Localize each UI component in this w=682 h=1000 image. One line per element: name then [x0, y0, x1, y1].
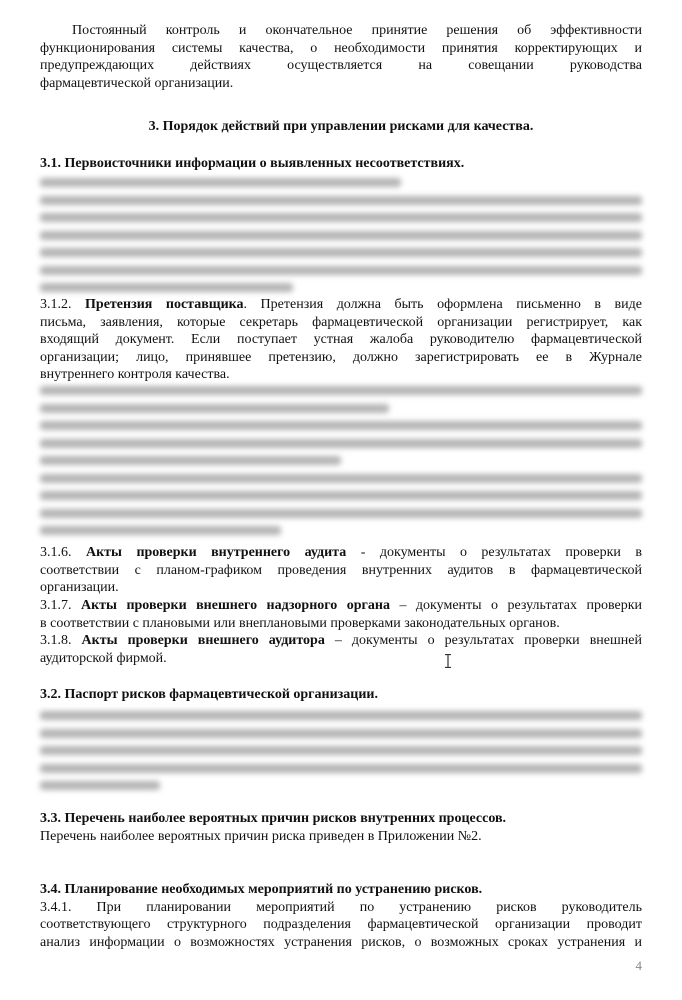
item-3-1-6-line-3: организации. — [40, 580, 119, 595]
section-3-title: 3. Порядок действий при управлении рисками для качества. — [148, 119, 534, 134]
item-3-1-2-line-1: 3.1.2. Претензия поставщика. Претензия должна быть оформлена письменно в виде — [40, 297, 642, 312]
text-cursor-icon — [444, 654, 452, 668]
item-3-1-7-line-1: 3.1.7. Акты проверки внешнего надзорного органа – документы о результатах проверки — [40, 598, 642, 613]
section-3-4-line-3: анализ информации о возможностях устранения рисков, о возможных сроках устранения и — [40, 934, 642, 950]
section-3-1-title: 3.1. Первоисточники информации о выявленных несоответствиях. — [40, 156, 465, 171]
section-3-4-line-2: соответствующего структурного подразделения фармацевтической организации проводит — [40, 917, 642, 932]
intro-paragraph — [40, 22, 642, 92]
section-3-4-line-1: 3.4.1. При планировании мероприятий по устранению рисков руководитель — [40, 899, 642, 915]
item-3-1-6 — [40, 544, 642, 597]
blurred-text-block-2 — [40, 386, 642, 544]
item-3-1-7 — [40, 597, 642, 632]
item-3-1-2-line-2: письма, заявления, которые секретарь фармацевтической организации регистрирует, как — [40, 314, 642, 330]
section-3-4 — [40, 881, 642, 951]
item-3-1-8 — [40, 632, 642, 667]
item-3-1-2-line-5: внутреннего контроля качества. — [40, 367, 230, 382]
intro-line-3: предупреждающих действиях осуществляется на совещании руководства — [40, 58, 642, 73]
item-3-1-6-line-2: соответствии с планом-графиком проведения внутренних аудитов в фармацевтической — [40, 562, 642, 578]
section-3-4-title: 3.4. Планирование необходимых мероприятий по устранению рисков. — [40, 882, 483, 897]
page-number: 4 — [635, 958, 642, 973]
section-3-3-title: 3.3. Перечень наиболее вероятных причин рисков внутренних процессов. — [40, 811, 507, 826]
item-3-1-6-line-1: 3.1.6. Акты проверки внутреннего аудита - документы о результатах проверки в — [40, 545, 643, 560]
item-3-1-2 — [40, 296, 642, 384]
intro-line-2: функционирования системы качества, о необходимости принятия корректирующих и — [40, 40, 642, 56]
intro-line-1: Постоянный контроль и окончательное принятие решения об эффективности — [72, 23, 642, 38]
intro-line-4: фармацевтической организации. — [40, 75, 234, 91]
section-3-3 — [40, 810, 642, 845]
item-3-1-7-line-2: в соответствии с плановыми или внеплановыми проверками законодательных органов. — [40, 615, 560, 631]
item-3-1-2-line-4: организации; лицо, принявшее претензию, должно зарегистрировать ее в Журнале — [40, 349, 642, 365]
item-3-1-2-line-3: входящий документ. Если поступает устная жалоба руководителю фармацевтической — [40, 332, 642, 347]
section-3-3-text: Перечень наиболее вероятных причин риска приведен в Приложении №2. — [40, 828, 482, 844]
blurred-text-block-3 — [40, 711, 642, 799]
item-3-1-8-line-2: аудиторской фирмой. — [40, 650, 167, 666]
section-3-2-title: 3.2. Паспорт рисков фармацевтической организации. — [40, 687, 378, 702]
blurred-text-block-1 — [40, 178, 642, 301]
item-3-1-8-line-1: 3.1.8. Акты проверки внешнего аудитора – документы о результатах проверки внешней — [40, 633, 642, 648]
